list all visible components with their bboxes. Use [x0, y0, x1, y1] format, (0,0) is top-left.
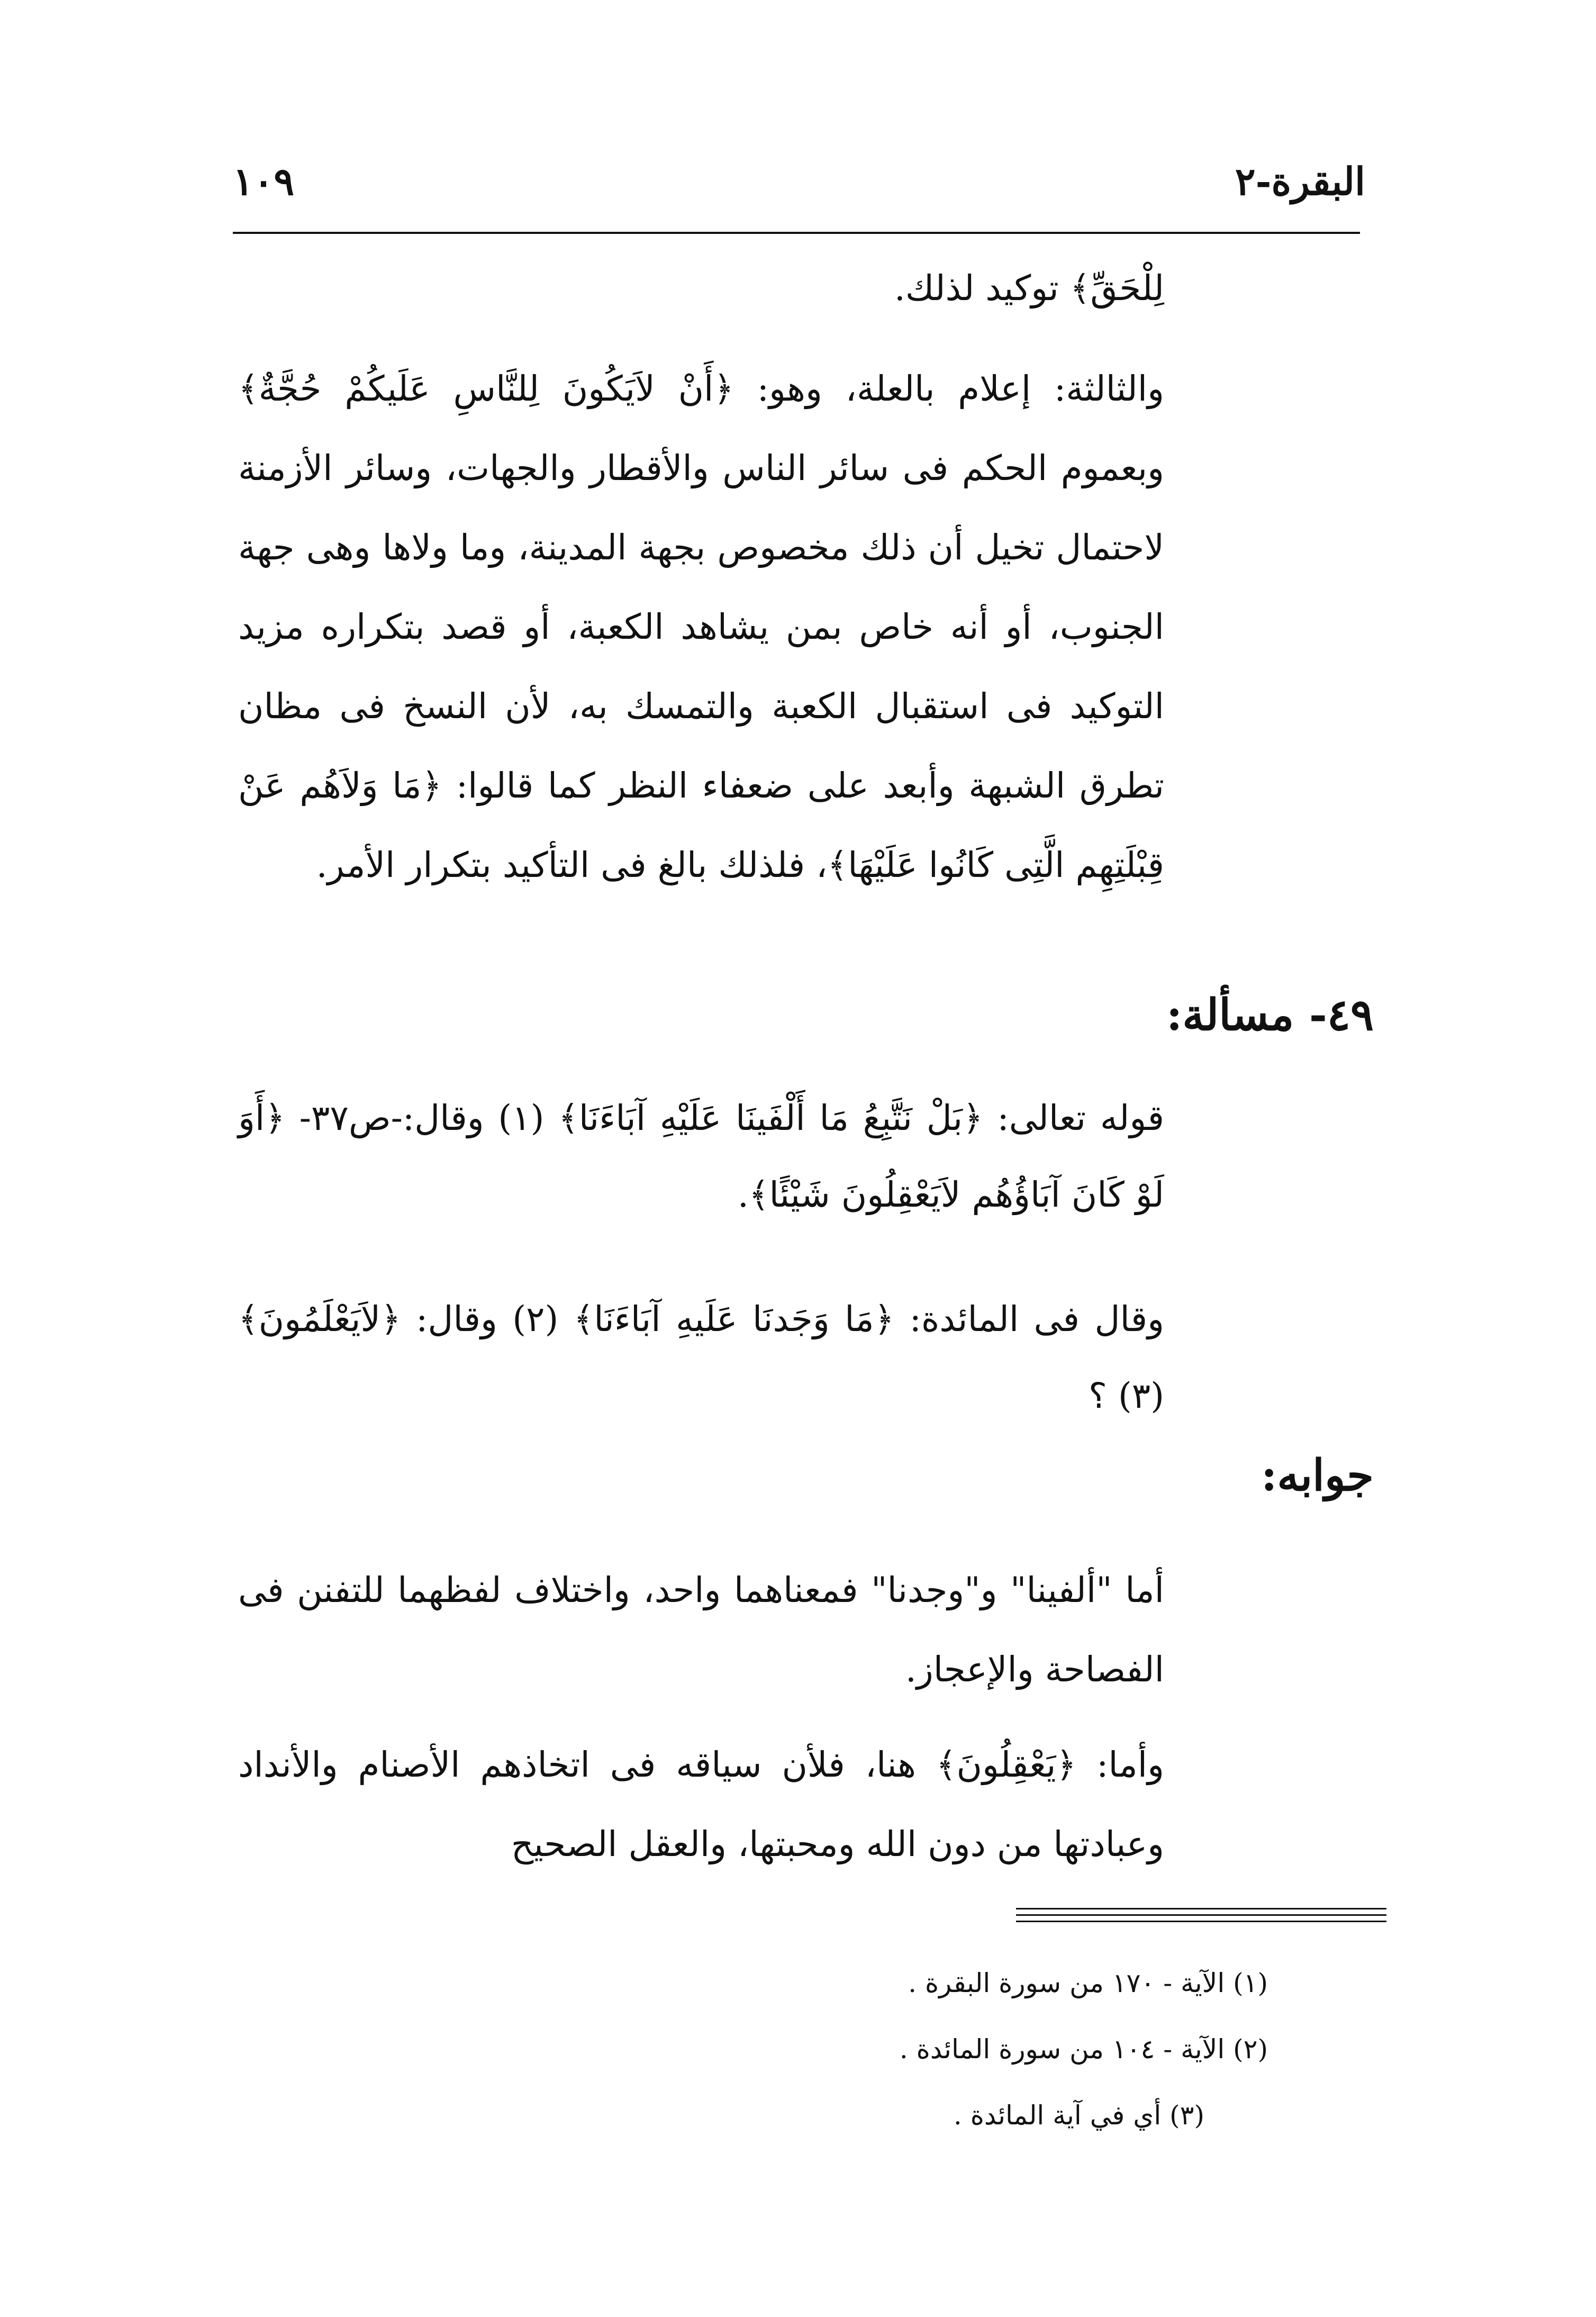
running-title: البقرة-٢ — [1235, 159, 1365, 204]
footnotes — [792, 1950, 1268, 2149]
page-number: ١٠٩ — [233, 159, 295, 204]
question-paragraph-1: قوله تعالى: ﴿بَلْ نَتَّبِعُ مَا أَلْفَينَا عَلَيْهِ آبَاءَنَا﴾ (١) وقال:-ص٣٧- ﴿أَوَ لَوْ كَانَ آبَاؤُهُم لاَيَعْقِلُونَ شَيْئًا﴾. — [238, 1098, 1164, 1215]
answer-heading: جوابه: — [1261, 1450, 1374, 1501]
footnote-separator-line — [1016, 1921, 1386, 1922]
answer-paragraph-1: أما "ألفينا" و"وجدنا" فمعناهما واحد، واختلاف لفظهما للتفنن فى الفصاحة والإعجاز. — [238, 1570, 1164, 1690]
footnote-1: (١) الآية - ١٧٠ من سورة البقرة . — [908, 1968, 1268, 1998]
footnote-separator-line — [1016, 1908, 1386, 1909]
footnote-3: (٣) أي في آية المائدة . — [953, 2100, 1204, 2131]
question-paragraph-2: وقال فى المائدة: ﴿مَا وَجَدنَا عَلَيهِ آبَاءَنَا﴾ (٢) وقال: ﴿لاَيَعْلَمُونَ﴾ (٣) ؟ — [238, 1299, 1164, 1416]
paragraph-2: والثالثة: إعلام بالعلة، وهو: ﴿أَنْ لاَيَكُونَ لِلنَّاسِ عَلَيكُمْ حُجَّةٌ﴾ وبعموم الحكم فى سائر الناس والأقطار والجهات، وسائر الأزمنة لاحتمال تخيل أن ذلك مخصوص بجهة المدينة، وما ولاها وهى جهة الجنوب، أو أنه خاص بمن يشاهد الكعبة، أو قصد بتكراره مزيد التوكيد فى استقبال الكعبة والتمسك به، لأن النسخ فى مظان تطرق الشبهة وأبعد على ضعفاء النظر كما قالوا: ﴿مَا وَلاَهُم عَنْ قِبْلَتِهِم الَّتِى كَانُوا عَلَيْهَا﴾، فلذلك بالغ فى التأكيد بتكرار الأمر. — [238, 368, 1164, 885]
footnote-separator-line — [1016, 1914, 1386, 1916]
masala-heading: ٤٩- مسألة: — [1166, 990, 1374, 1040]
answer-paragraph-2: وأما: ﴿يَعْقِلُونَ﴾ هنا، فلأن سياقه فى اتخاذهم الأصنام والأنداد وعبادتها من دون الله ومحبتها، والعقل الصحيح — [238, 1744, 1164, 1865]
paragraph-1: لِلْحَقِّ﴾ توكيد لذلك. — [894, 268, 1164, 309]
page-header — [222, 159, 1365, 217]
footnote-2: (٢) الآية - ١٠٤ من سورة المائدة . — [899, 2034, 1268, 2065]
header-rule — [233, 232, 1360, 234]
